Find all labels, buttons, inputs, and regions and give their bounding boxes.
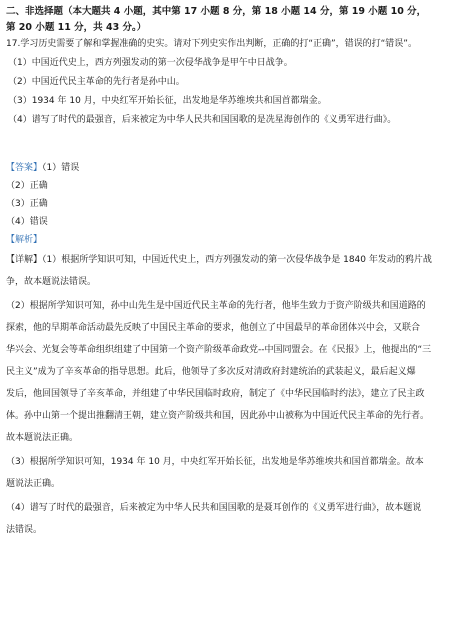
answer-tag: 【答案】	[6, 163, 43, 173]
question-stem: 17.学习历史需要了解和掌握准确的史实。请对下列史实作出判断，正确的打“正确”，错误的打“错误”。	[6, 39, 417, 49]
question-item-1: （1）中国近代史上，西方列强发动的第一次侵华战争是甲午中日战争。	[8, 58, 293, 68]
analysis-p4-line-1: （4）谱写了时代的最强音，后来被定为中华人民共和国国歌的是聂耳创作的《义勇军进行曲》，故本题说	[6, 503, 422, 513]
analysis-paragraph-2	[6, 295, 466, 449]
analysis-p1-line-2: 争，故本题说法错误。	[6, 277, 97, 287]
spacer	[6, 127, 466, 157]
question-item-4: （4）谱写了时代的最强音，后来被定为中华人民共和国国歌的是冼星海创作的《义勇军进行曲》。	[8, 115, 397, 125]
analysis-p2-line-5: 发后，他回国领导了辛亥革命，并组建了中华民国临时政府，制定了《中华民国临时约法》，建立了民主政	[6, 389, 425, 399]
answer-block	[6, 162, 466, 247]
question-items	[6, 57, 466, 127]
analysis-p2-line-4: 民主义”成为了辛亥革命的指导思想。此后，他领导了多次反对清政府封建统治的武装起义，最后起义爆	[6, 367, 416, 377]
analysis-p2-line-2: 探索，他的早期革命活动最先反映了中国民主革命的要求，他创立了中国最早的革命团体兴中会，又联合	[6, 323, 421, 333]
question-item-3: （3）1934 年 10 月，中央红军开始长征，出发地是华苏维埃共和国首都瑞金。	[8, 96, 327, 106]
analysis-paragraph-1	[6, 249, 466, 293]
analysis-p4-line-2: 法错误。	[6, 525, 43, 535]
answer-item-3: （3）正确	[6, 199, 48, 209]
analysis-p2-line-1: （2）根据所学知识可知，孙中山先生是中国近代民主革命的先行者，他毕生致力于资产阶级共和国道路的	[6, 301, 426, 311]
analysis-p3-line-1: （3）根据所学知识可知，1934 年 10 月，中央红军开始长征，出发地是华苏维埃共和国首都瑞金。故本	[6, 457, 424, 467]
question-item-2: （2）中国近代民主革命的先行者是孙中山。	[8, 77, 185, 87]
answer-item-1: （1）错误	[42, 163, 80, 173]
answer-line-1	[6, 162, 466, 175]
analysis-p2-line-6: 体。孙中山第一个提出推翻清王朝，建立资产阶级共和国，因此孙中山被称为中国近代民主革命的先行者。	[6, 411, 430, 421]
answer-item-2: （2）正确	[6, 181, 48, 191]
analysis-paragraph-3	[6, 451, 466, 495]
section-title-line-1: 二、非选择题（本大题共 4 小题，其中第 17 小题 8 分，第 18 小题 14 分，第 19 小题 10 分，	[6, 6, 427, 17]
analysis-tag: 【解析】	[6, 235, 43, 245]
analysis-p2-line-7: 故本题说法正确。	[6, 433, 79, 443]
analysis-body	[6, 249, 466, 541]
analysis-paragraph-4	[6, 497, 466, 541]
section-title-line-2: 第 20 小题 11 分，共 43 分。）	[6, 22, 147, 33]
answer-item-4: （4）错误	[6, 217, 48, 227]
analysis-p1-line-1: 【详解】（1）根据所学知识可知，中国近代史上，西方列强发动的第一次侵华战争是 1840 年发动的鸦片战	[6, 255, 432, 265]
section-header	[6, 4, 466, 36]
analysis-p2-line-3: 华兴会、光复会等革命组织组建了中国第一个资产阶级革命政党--中国同盟会。在《民报》上，他提出的“三	[6, 345, 432, 355]
detail-tag: 【详解】	[6, 255, 43, 265]
analysis-p3-line-2: 题说法正确。	[6, 479, 61, 489]
